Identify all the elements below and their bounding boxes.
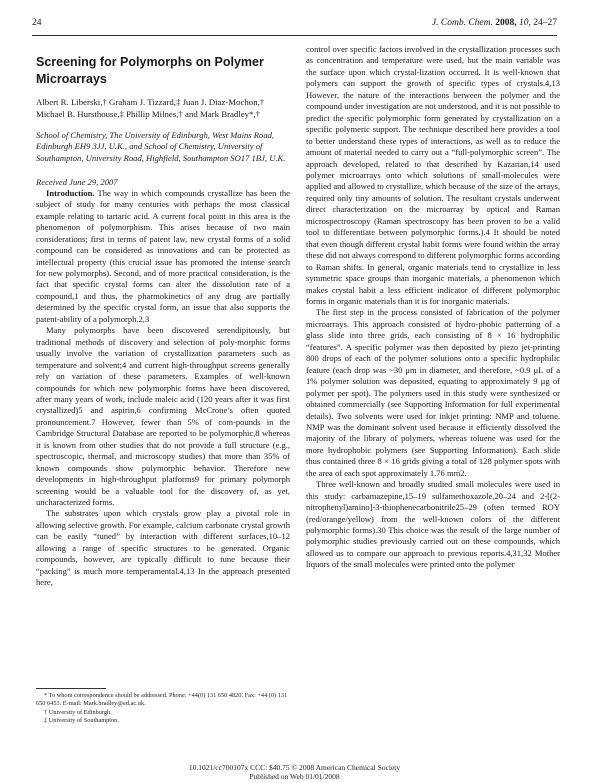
journal-pages: 24–27 <box>533 18 557 28</box>
author-list: Albert R. Liberski,† Graham J. Tizzard,‡ Juan J. Diaz-Mochon,† Michael B. Hursthouse,‡ Phillip Milnes,† and Mark Bradley*,† <box>36 97 265 119</box>
paragraph-3: The substrates upon which crystals grow play a pivotal role in allowing selective growth. For example, calcium carbonate crystal growth can be easily “tuned” by interaction with different surfaces,10–12 allowing a range of specific structures to be generated. Organic compounds, however, are typically difficult to tune because their “packing” is much more temperamental.4,13 In the approach presented here, <box>36 508 290 588</box>
intro-heading: Introduction. <box>46 187 95 198</box>
affiliations: School of Chemistry, The University of Edinburgh, West Mains Road, Edinburgh EH9 3JJ, U.K., and School of Chemistry, University of Southampton, University Road, Highfield, Southampton SO17 1BJ, U.K. <box>36 130 286 163</box>
page-number: 24 <box>32 18 42 28</box>
paragraph-4: control over specific factors involved in the crystallization processes such as concentration and temperature were used, but the main variable was the surface upon which crystal-lization occurred. It is well-known that polymers can support the growth of specific types of crystals.4,13 However, the nature of the interactions between the polymer and the compound under investigation are not understood, and it is not possible to predict the specific polymorphic form generated by crystallization on a specific polymeric support. The technique described here provides a tool to better understand these types of interactions, as well as to reduce the amount of material needed to carry out a “full-polymorphic screen”. The approach developed, related to that described by Kazarian,14 used polymer microarrays onto which solutions of small-molecules were applied and allowed to crystallize, which because of the size of the arrays, required only tiny amounts of solution. The resultant crystals underwent direct characterization on the microarray by optical and Raman microspectroscopy (Raman spectroscopy has been proven to be a valid tool to differentiate between polymorphic forms.).4 It should be noted that even though different crystal habit forms were found within the array these did not always correspond to different polymorphic forms according to Raman shifts. In general, organic materials tend to crystallize in less symmetric space groups than inorganic materials, a phenomenon which makes crystal habit a less efficient indicator of different polymorphic forms in organic materials than it is for inorganic materials. <box>306 44 560 306</box>
intro-text: The way in which compounds crystallize has been the subject of study for many centuries with perhaps the most classical example relating to tartaric acid. A current focal point in this area is the phenomenon of polymorphism. This arises because of two main considerations; first in terms of patent law, new crystal forms of a solid compound can be considered as innovations and can be protected as intellectual property (this crucial issue has promoted the intense search for new polymorphs). Second, and of more practical consideration, is the fact that specific crystal forms can alter the dissolution rate of a compound,1 and thus, the pharmokinetics of any drug are partially determined by the specific crystal form, an issue that also supports the patent-ability of a polymorph.2,3 <box>36 187 290 324</box>
footer-published: Published on Web 01/01/2008 <box>249 772 340 781</box>
intro-paragraph <box>36 188 290 325</box>
footnotes <box>36 688 290 725</box>
footer-doi: 10.1021/cc700107x CCC: $40.75 © 2008 American Chemical Society <box>188 763 401 772</box>
journal-citation <box>432 18 557 28</box>
received-date: Received June 29, 2007 <box>36 176 118 187</box>
footnote-correspondence: * To whom correspondence should be addressed. Phone: +44(0) 131 650 4820. Fax: +44 (0) 131 650 6453. E-mail: Mark.bradley@ed.ac.uk. <box>36 692 288 708</box>
footnote-edinburgh: † University of Edinburgh. <box>44 708 112 716</box>
header-rule <box>32 35 557 36</box>
paragraph-5: The first step in the process consisted of fabrication of the polymer microarrays. This approach consisted of hydro-phobic patterning of a glass slide into three grids, each consisting of 8 × 16 hydrophilic “features”. A specific polymer was then deposited by piezo jet-printing 800 drops of each of the polymer solutions onto a specific hydrophilic feature (each drop was ~30 μm in diameter, and therefore, ~0.9 μL of a 1% polymer solution was deposited, equating to approximately 9 μg of polymer per spot). The polymers used in this study were synthesized or obtained commercially (see Supporting Information for full experimental details). Two solvents were used for inkjet printing: NMP and toluene. NMP was the dominant solvent used because it efficiently dissolved the majority of the library of polymers, whereas toluene was used for the more hydrophobic polymers (see Supporting Information). Each slide thus contained three 8 × 16 grids giving a total of 128 polymer spots with the area of each spot approximately 1.76 mm2. <box>306 307 560 478</box>
journal-volume: 10, <box>519 18 531 28</box>
journal-name: J. Comb. Chem. <box>431 18 493 28</box>
paragraph-2: Many polymorphs have been discovered serendipitously, but traditional methods of discovery and selection of poly-morphic forms usually involve the variation of crystallization parameters such as temperature and solvent;4 and current high-throughput screens generally rely on variation of these parameters. Examples of well-known compounds for which new polymorphic forms have been discovered, after many years of work, include maleic acid (120 years after it was first crystallized)5 and aspirin,6 confirming McCrone’s often quoted pronouncement.7 However, fewer than 5% of com-pounds in the Cambridge Structural Database are reported to be polymorphic,8 whereas it is known from other studies that do not provide a full structure (e.g., spectroscopic, thermal, and microscopy studies) that more than 35% of known compounds show polymorphic behavior. Therefore new developments in high-throughput platforms9 for primary polymorph screening would be a valuable tool for the discovery of, as yet, uncharacterized forms. <box>36 325 290 508</box>
running-header <box>32 18 557 32</box>
article-title: Screening for Polymorphs on Polymer Microarrays <box>36 55 264 86</box>
left-column <box>36 54 290 589</box>
footnote-southampton: ‡ University of Southampton. <box>44 716 119 724</box>
journal-year: 2008, <box>495 18 517 28</box>
paragraph-6: Three well-known and broadly studied small molecules were used in this study: carbamazepine,15–19 sulfamethoxazole,20–24 and 2-[(2-nitrophenyl)amino]-3-thiophenecarbonitrile25–29 (often termed ROY (red/orange/yellow) from the well-known colors of the different polymorphic forms).30 This choice was the result of the large number of polymorphic studies previously carried out on these compounds, which allowed us to compare our approach to previous reports.4,31,32 Mother liquors of the small molecules were printed onto the polymer <box>306 479 560 570</box>
right-column <box>306 44 560 571</box>
footnote-rule <box>36 688 106 689</box>
